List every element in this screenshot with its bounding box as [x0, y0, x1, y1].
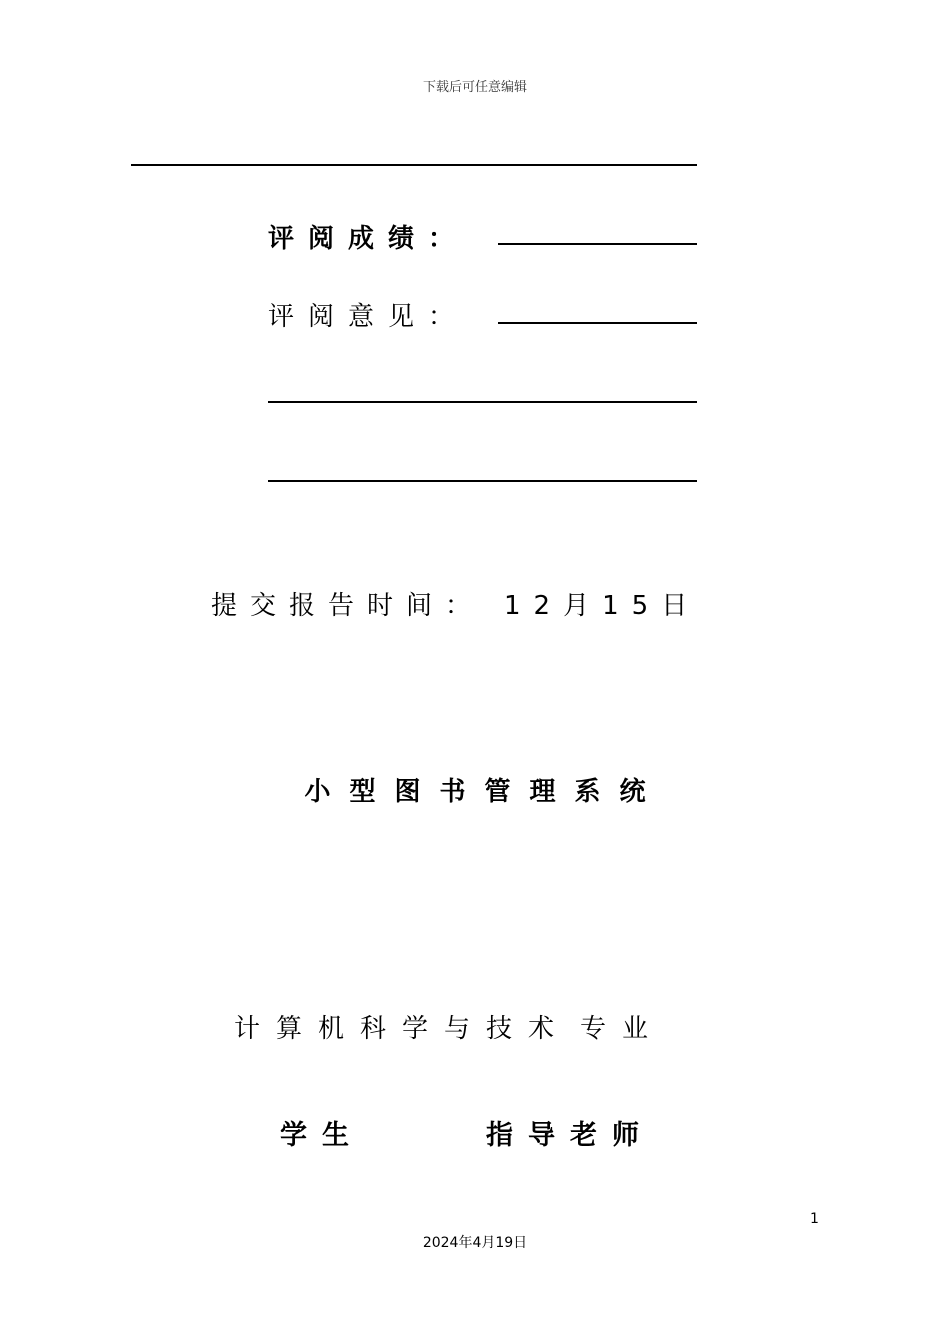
submission-month: 12 — [504, 591, 564, 621]
submission-day: 15 — [602, 591, 662, 621]
review-comments-blank — [498, 322, 697, 324]
major-suffix: 专业 — [580, 1014, 665, 1044]
top-rule — [131, 164, 697, 166]
review-score-blank — [498, 243, 697, 245]
review-score-label: 评阅成绩： — [268, 224, 469, 254]
submission-month-unit: 月 — [563, 591, 603, 621]
page-number: 1 — [810, 1211, 819, 1227]
project-title: 小型图书管理系统 — [304, 777, 665, 807]
comments-line-2 — [268, 480, 697, 482]
student-label: 学生 — [280, 1120, 364, 1151]
comments-line-1 — [268, 401, 697, 403]
submission-date-line — [211, 585, 700, 622]
major-line — [234, 1008, 664, 1045]
advisor-label: 指导老师 — [486, 1120, 654, 1151]
major-name: 计算机科学与技术 — [234, 1014, 571, 1044]
review-comments-label: 评阅意见： — [268, 302, 469, 332]
footer-date: 2024年4月19日 — [422, 1235, 528, 1251]
submission-day-unit: 日 — [661, 591, 701, 621]
header-note: 下载后可任意编辑 — [422, 80, 527, 95]
submission-label: 提交报告时间： — [211, 591, 485, 621]
